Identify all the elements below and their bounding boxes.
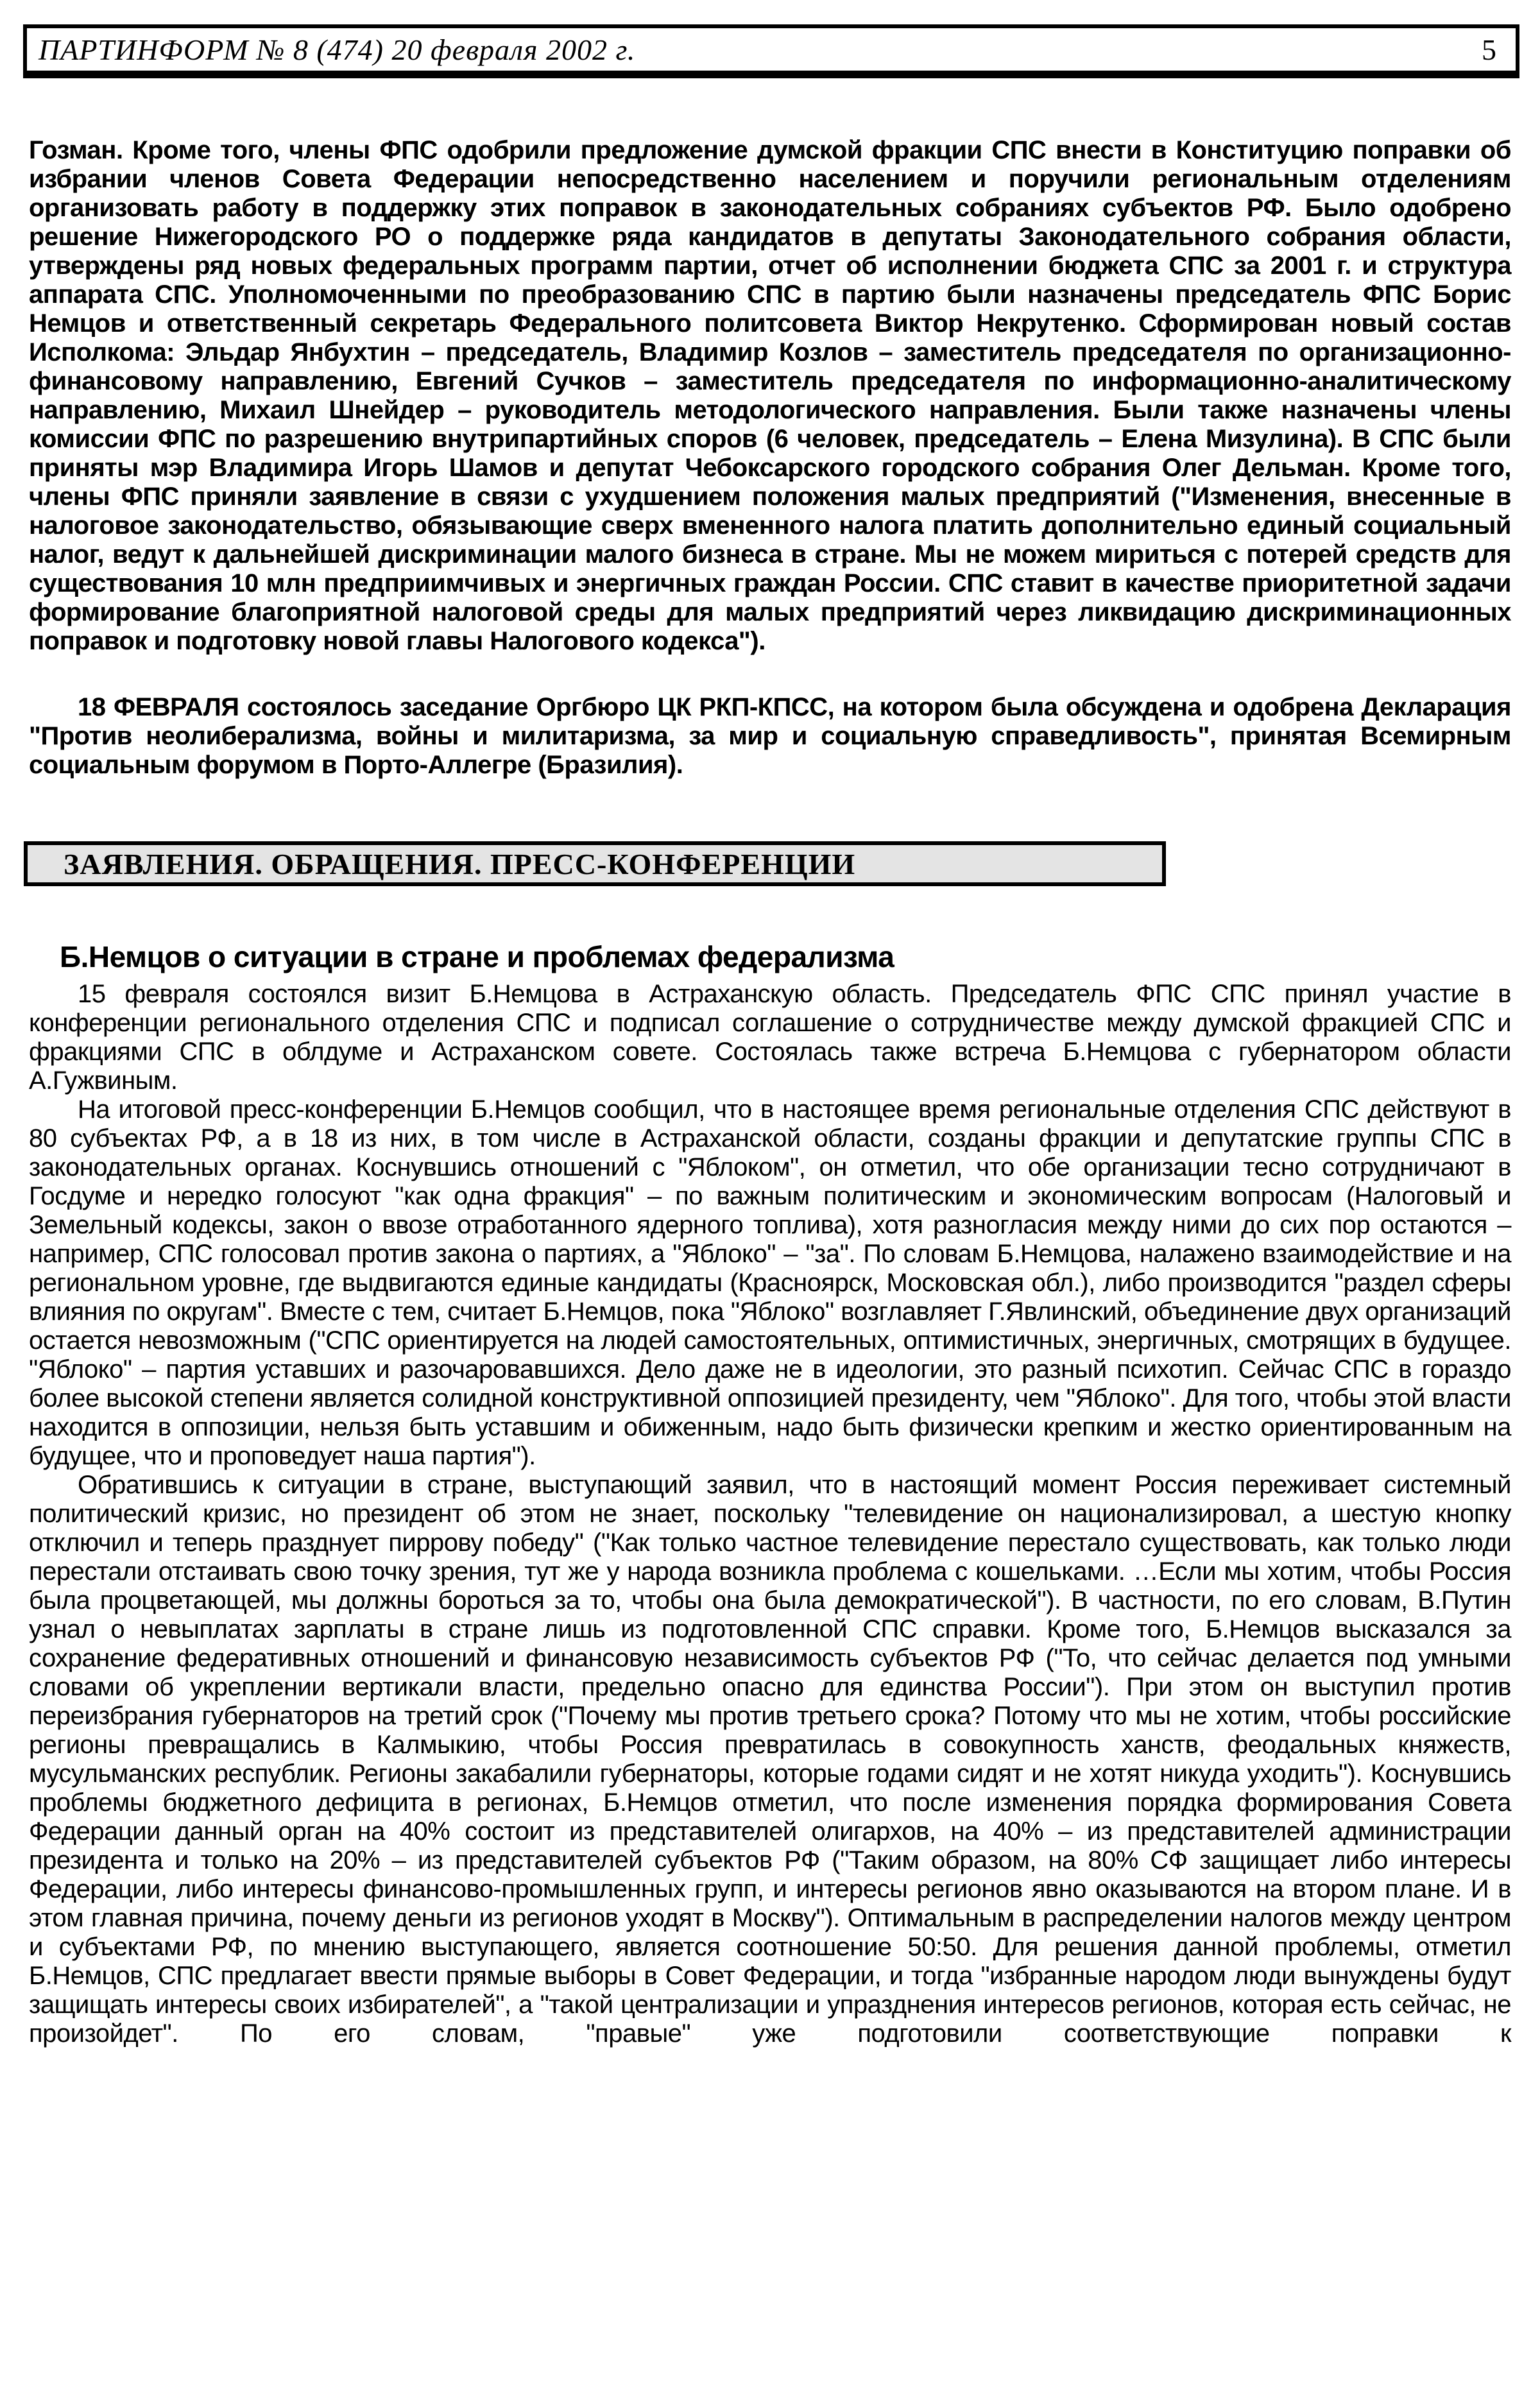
page-content — [29, 136, 1511, 2048]
page-number: 5 — [1482, 33, 1496, 66]
article-paragraph: Обратившись к ситуации в стране, выступающий заявил, что в настоящий момент Россия переживает системный политический кризис, но президент об этом не знает, поскольку "телевидение он национализировал, а шестую кнопку отключил и теперь празднует пиррову победу" ("Как только частное телевидение перестало существовать, как только люди перестали отстаивать свою точку зрения, тут же у народа возникла проблема с кошельками. …Если мы хотим, чтобы Россия была процветающей, мы должны бороться за то, чтобы она была демократической"). В частности, по его словам, В.Путин узнал о невыплатах зарплаты в стране лишь из подготовленной СПС справки. Кроме того, Б.Немцов высказался за сохранение федеративных отношений и финансовую независимость субъектов РФ ("То, что сейчас делается под умными словами об укреплении вертикали власти, предельно опасно для единства России"). При этом он выступил против переизбрания губернаторов на третий срок ("Почему мы против третьего срока? Потому что мы не хотим, чтобы российские регионы превращались в Калмыкию, чтобы Россия превратилась в совокупность ханств, феодальных княжеств, мусульманских республик. Регионы закабалили губернаторы, которые годами сидят и не хотят никуда уходить"). Коснувшись проблемы бюджетного дефицита в регионах, Б.Немцов отметил, что после изменения порядка формирования Совета Федерации данный орган на 40% состоит из представителей олигархов, на 40% – из представителей администрации президента и только на 20% – из представителей субъектов РФ ("Таким образом, на 80% СФ защищает либо интересы Федерации, либо интересы финансово-промышленных групп, и интересы регионов явно оказываются на втором плане. И в этом главная причина, почему деньги из регионов уходят в Москву"). Оптимальным в распределении налогов между центром и субъектами РФ, по мнению выступающего, является соотношение 50:50. Для решения данной проблемы, отметил Б.Немцов, СПС предлагает ввести прямые выборы в Совет Федерации, и тогда "избранные народом люди вынуждены будут защищать интересы своих избирателей", а "такой централизации и упразднения интересов регионов, которая есть сейчас, не произойдет". По его словам, "правые" уже подготовили соответствующие поправки к — [29, 1471, 1511, 2048]
article-title: Б.Немцов о ситуации в стране и проблемах федерализма — [60, 940, 894, 973]
section-header — [24, 841, 1166, 886]
article-paragraph: На итоговой пресс-конференции Б.Немцов сообщил, что в настоящее время региональные отделения СПС действуют в 80 субъектах РФ, а в 18 из них, в том числе в Астраханской области, созданы фракции и депутатские группы СПС в законодательных органах. Коснувшись отношений с "Яблоком", он отметил, что обе организации тесно сотрудничают в Госдуме и нередко голосуют "как одна фракция" – по важным политическим и экономическим вопросам (Налоговый и Земельный кодексы, закон о ввозе отработанного ядерного топлива), хотя разногласия между ними до сих пор остаются – например, СПС голосовал против закона о партиях, а "Яблоко" – "за". По словам Б.Немцова, налажено взаимодействие и на региональном уровне, где выдвигаются единые кандидаты (Красноярск, Московская обл.), либо производится "раздел сферы влияния по округам". Вместе с тем, считает Б.Немцов, пока "Яблоко" возглавляет Г.Явлинский, объединение двух организаций остается невозможным ("СПС ориентируется на людей самостоятельных, оптимистичных, энергичных, смотрящих в будущее. "Яблоко" – партия уставших и разочаровавшихся. Дело даже не в идеологии, это разный психотип. Сейчас СПС в гораздо более высокой степени является солидной конструктивной оппозицией президенту, чем "Яблоко". Для того, чтобы этой власти находится в оппозиции, нельзя быть уставшим и обиженным, надо быть физически крепким и жестко ориентированным на будущее, что и проповедует наша партия"). — [29, 1095, 1511, 1470]
masthead — [23, 24, 1519, 78]
article-paragraph: 15 февраля состоялся визит Б.Немцова в Астраханскую область. Председатель ФПС СПС принял участие в конференции регионального отделения СПС и подписал соглашение о сотрудничестве между думской фракцией СПС и фракциями СПС в облдуме и Астраханском совете. Состоялась также встреча Б.Немцова с губернатором области А.Гужвиным. — [29, 980, 1511, 1095]
section-header-label: ЗАЯВЛЕНИЯ. ОБРАЩЕНИЯ. ПРЕСС-КОНФЕРЕНЦИИ — [64, 847, 856, 880]
lead-section — [29, 136, 1511, 780]
lead-paragraph: 18 ФЕВРАЛЯ состоялось заседание Оргбюро ЦК РКП-КПСС, на котором была обсуждена и одобрена Декларация "Против неолиберализма, войны и милитаризма, за мир и социальную справедливость", принятая Всемирным социальным форумом в Порто-Аллегре (Бразилия). — [29, 693, 1511, 779]
masthead-title: ПАРТИНФОРМ № 8 (474) 20 февраля 2002 г. — [38, 33, 636, 66]
lead-paragraph: Гозман. Кроме того, члены ФПС одобрили предложение думской фракции СПС внести в Конституцию поправки об избрании членов Совета Федерации непосредственно населением и поручили региональным отделениям организовать работу в поддержку этих поправок в законодательных собраниях субъектов РФ. Было одобрено решение Нижегородского РО о поддержке ряда кандидатов в депутаты Законодательного собрания области, утверждены ряд новых федеральных программ партии, отчет об исполнении бюджета СПС за 2001 г. и структура аппарата СПС. Уполномоченными по преобразованию СПС в партию были назначены председатель ФПС Борис Немцов и ответственный секретарь Федерального политсовета Виктор Некрутенко. Сформирован новый состав Исполкома: Эльдар Янбухтин – председатель, Владимир Козлов – заместитель председателя по организационно-финансовому направлению, Евгений Сучков – заместитель председателя по информационно-аналитическому направлению, Михаил Шнейдер – руководитель методологического направления. Были также назначены члены комиссии ФПС по разрешению внутрипартийных споров (6 человек, председатель – Елена Мизулина). В СПС были приняты мэр Владимира Игорь Шамов и депутат Чебоксарского городского собрания Олег Дельман. Кроме того, члены ФПС приняли заявление в связи с ухудшением положения малых предприятий ("Изменения, внесенные в налоговое законодательство, обязывающие сверх вмененного налога платить дополнительно единый социальный налог, ведут к дальнейшей дискриминации малого бизнеса в стране. Мы не можем мириться с потерей средств для существования 10 млн предприимчивых и энергичных граждан России. СПС ставит в качестве приоритетной задачи формирование благоприятной налоговой среды для малых предприятий через ликвидацию дискриминационных поправок и подготовку новой главы Налогового кодекса"). — [29, 136, 1511, 655]
